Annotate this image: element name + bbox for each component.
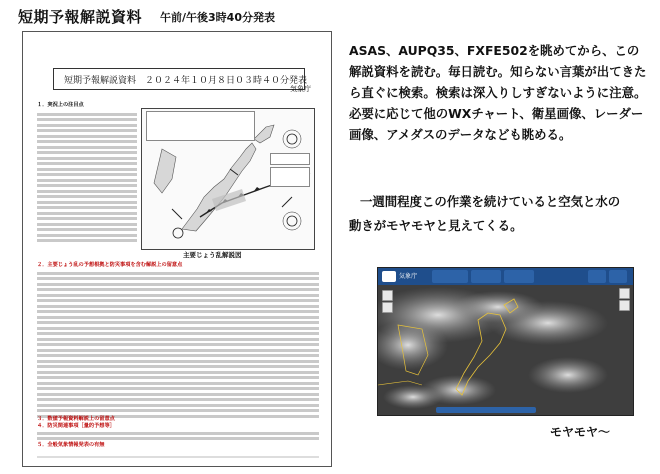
tab-satellite[interactable] [432,270,468,283]
map-annotation-box [270,153,310,165]
section-2-heading: ２．主要じょう乱の予想根拠と防災事項を含む解説上の留意点 [37,262,183,268]
section-4-heading: ４．防災関連事項［量的予想等］ [37,423,115,429]
document-page [22,31,332,467]
observation-paragraph-line-1: 一週間程度この作業を続けていると空気と水の [360,194,621,209]
slide-title: 短期予報解説資料 [18,8,143,26]
app-header-bar [378,268,633,285]
menu-button[interactable] [609,270,627,283]
document-title: 短期予報解説資料 ２０２４年１０月８日０３時４０分発表 [64,76,308,86]
section-5-heading: ５．全般気象情報発表の有無 [37,442,105,448]
section-1-heading: １．実況上の注目点 [37,102,84,108]
section-3-heading: ３．数値予報資料解説上の留意点 [37,416,115,422]
document-office: 気象庁 [290,85,311,93]
section-2-text [37,269,319,420]
jma-logo-icon [382,271,396,282]
tab-layer[interactable] [471,270,501,283]
app-name: 気象庁 [399,273,418,280]
zoom-out-button[interactable] [619,300,630,311]
zoom-controls [619,288,629,408]
satellite-viewer [377,267,634,416]
settings-button[interactable] [588,270,606,283]
synoptic-map [141,108,315,250]
layer-toggle-button[interactable] [382,290,393,301]
legend-button[interactable] [382,302,393,313]
section-1-text [37,110,137,245]
satellite-image [378,285,633,415]
map-caption: 主要じょう乱解説図 [183,251,242,259]
footer-rule [37,456,319,458]
zoom-in-button[interactable] [619,288,630,299]
slide-subtitle: 午前/午後3時40分発表 [160,11,275,24]
map-annotation-box [146,111,255,141]
tab-region[interactable] [504,270,534,283]
moyamoya-caption: モヤモヤ〜 [550,425,611,439]
section-4-text [37,429,319,443]
map-annotation-box [270,167,310,187]
time-slider[interactable] [436,407,536,413]
observation-paragraph-line-2: 動きがモヤモヤと見えてくる。 [349,218,523,233]
explanation-paragraph: ASAS、AUPQ35、FXFE502を眺めてから、この解説資料を読む。毎日読む。知らない言葉が出てきたら直ぐに検索。検索は深入りしすぎないように注意。必要に応じて他のWXチャート、衛星画像、レーダー画像、アメダスのデータなども眺める。 [349,43,647,142]
